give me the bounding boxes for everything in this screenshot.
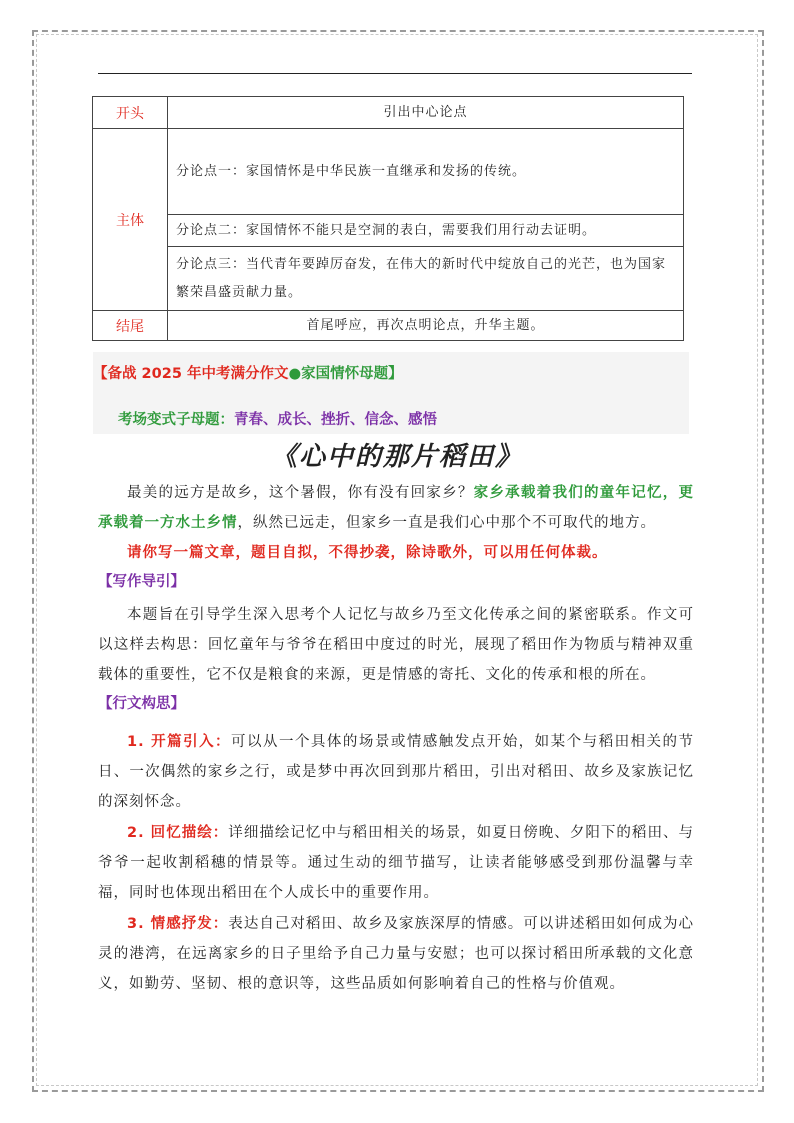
row-content: 引出中心论点 bbox=[168, 97, 684, 129]
essay-title: 《心中的那片稻田》 bbox=[270, 442, 523, 472]
point-text: 详细描绘记忆中与稻田相关的场景，如夏日傍晚、夕阳下的稻田、与爷爷一起收割稻穗的情景等。通过生动的细节描写，让读者能够感受到那份温馨与幸福，同时也体现出稻田在个人成长中的重要作用。 bbox=[98, 825, 694, 901]
essay-requirement bbox=[98, 538, 694, 568]
prompt-highlight: 家乡承载着我们的童年记忆，更承载着一方水土乡情 bbox=[98, 485, 694, 531]
banner-title-red: 【备战 2025 年中考满分作文 bbox=[93, 366, 289, 382]
point-text: 表达自己对稻田、故乡及家族深厚的情感。可以讲述稻田如何成为心灵的港湾，在远离家乡的日子里给予自己力量与安慰；也可以探讨稻田所承载的文化意义，如勤劳、坚韧、根的意识等，这些品质如何影响着自己的性格与价值观。 bbox=[98, 916, 694, 992]
banner-title-green: ●家国情怀母题】 bbox=[288, 366, 403, 382]
point-text: 可以从一个具体的场景或情感触发点开始，如某个与稻田相关的节日、一次偶然的家乡之行，或是梦中再次回到那片稻田，引出对稻田、故乡及家族记忆的深刻怀念。 bbox=[98, 734, 694, 810]
point-head: 3. 情感抒发： bbox=[127, 916, 229, 932]
table-row bbox=[93, 129, 684, 215]
row-label: 结尾 bbox=[93, 311, 168, 341]
table-row bbox=[93, 311, 684, 341]
prompt-text: 最美的远方是故乡，这个暑假，你有没有回家乡？ bbox=[127, 485, 474, 501]
table-row bbox=[93, 97, 684, 129]
outline-table bbox=[92, 96, 684, 341]
guide-text: 本题旨在引导学生深入思考个人记忆与故乡乃至文化传承之间的紧密联系。作文可以这样去构思：回忆童年与爷爷在稻田中度过的时光，展现了稻田作为物质与精神双重载体的重要性，它不仅是粮食的来源，更是情感的寄托、文化的传承和根的所在。 bbox=[98, 607, 694, 683]
plan-point-1 bbox=[98, 727, 694, 817]
sub-point-2: 分论点二：家国情怀不能只是空洞的表白，需要我们用行动去证明。 bbox=[168, 215, 684, 247]
table-row bbox=[93, 215, 684, 247]
sub-topics: 青春、成长、挫折、信念、感悟 bbox=[234, 412, 437, 428]
sub-point-1: 分论点一：家国情怀是中华民族一直继承和发扬的传统。 bbox=[168, 129, 684, 215]
point-head: 1. 开篇引入： bbox=[127, 734, 232, 750]
banner-title bbox=[93, 362, 403, 383]
requirement-text: 请你写一篇文章，题目自拟，不得抄袭，除诗歌外，可以用任何体裁。 bbox=[127, 545, 608, 561]
essay-prompt bbox=[98, 478, 694, 538]
header-rule bbox=[98, 73, 692, 74]
prompt-text: ，纵然已远走，但家乡一直是我们心中那个不可取代的地方。 bbox=[237, 515, 656, 531]
row-content: 首尾呼应，再次点明论点，升华主题。 bbox=[168, 311, 684, 341]
sub-point-3: 分论点三：当代青年要踔厉奋发，在伟大的新时代中绽放自己的光芒，也为国家繁荣昌盛贡献力量。 bbox=[168, 247, 684, 311]
plan-point-2 bbox=[98, 818, 694, 908]
sub-label: 考场变式子母题： bbox=[118, 412, 234, 428]
point-head: 2. 回忆描绘： bbox=[127, 825, 229, 841]
guide-heading: 【写作导引】 bbox=[98, 574, 185, 590]
plan-heading: 【行文构思】 bbox=[98, 696, 185, 712]
banner-subtitle bbox=[118, 408, 437, 429]
plan-point-3 bbox=[98, 909, 694, 999]
row-label: 主体 bbox=[93, 129, 168, 311]
row-label: 开头 bbox=[93, 97, 168, 129]
table-row bbox=[93, 247, 684, 311]
